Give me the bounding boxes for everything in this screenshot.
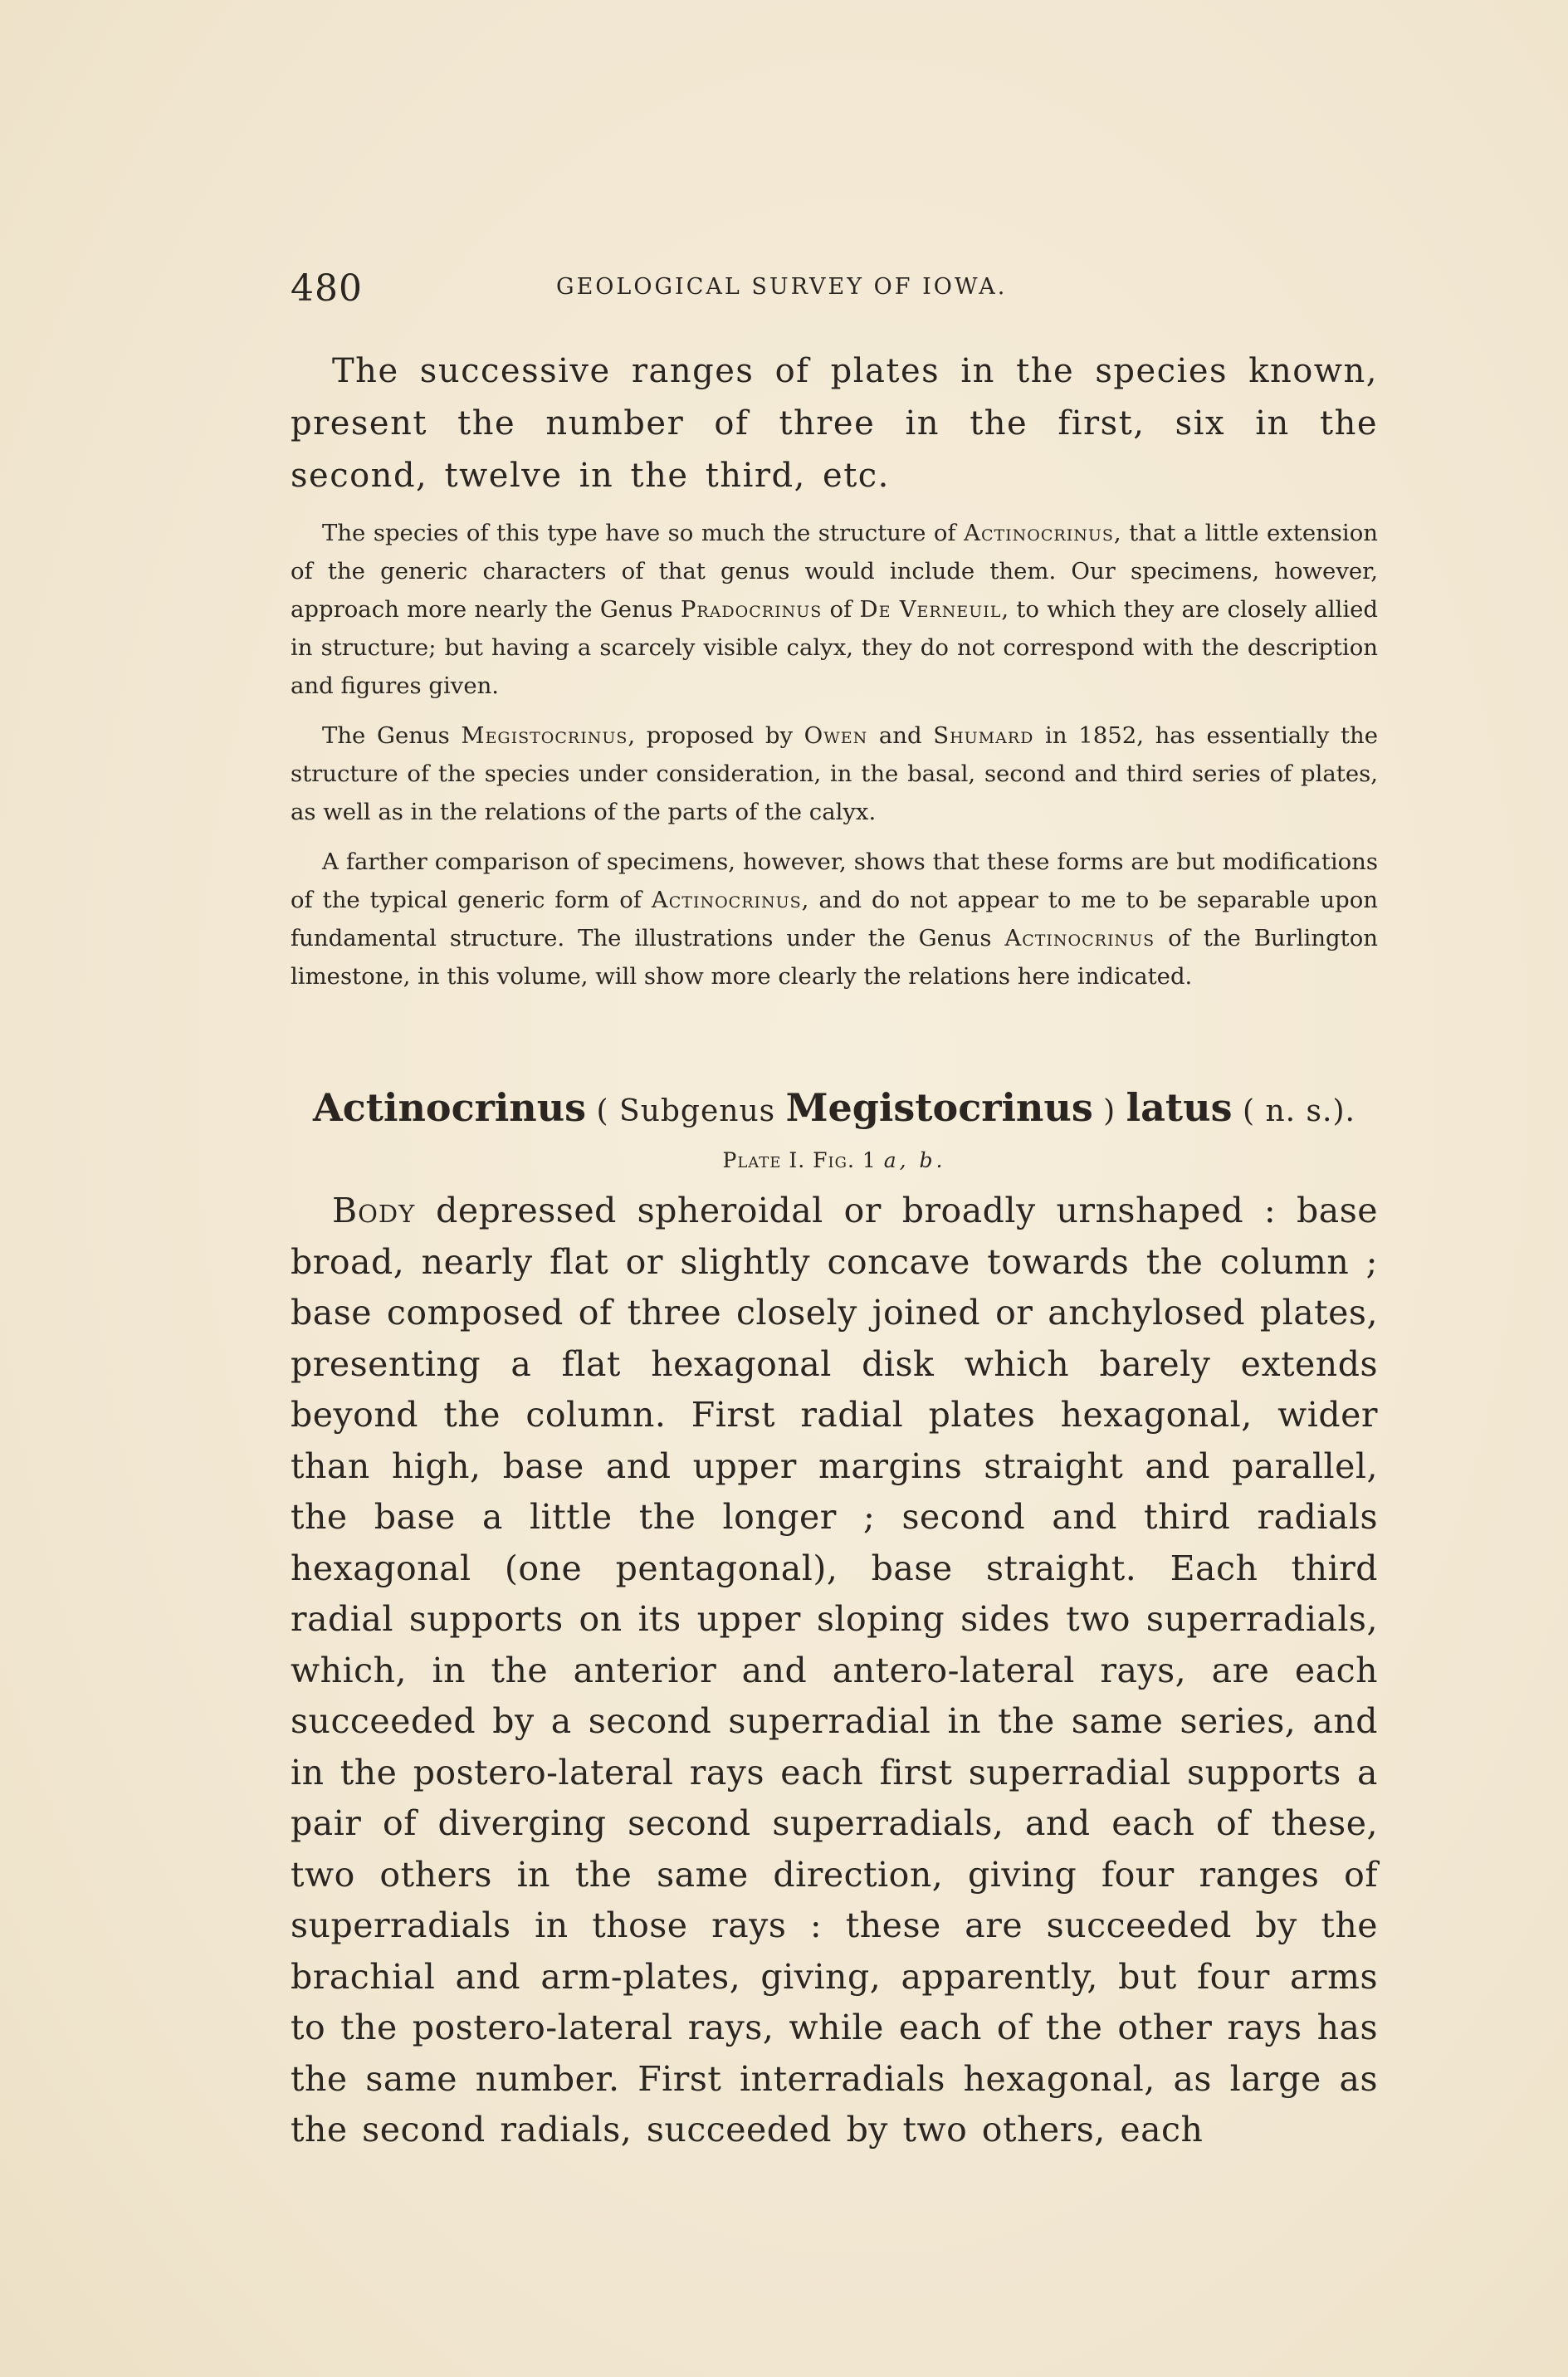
genus-name-actinocrinus: Actinocrinus (651, 887, 802, 913)
description-paragraph (291, 1186, 1378, 2156)
heading-subgenus: Megistocrinus (785, 1085, 1093, 1130)
species-heading (291, 1085, 1378, 1130)
note-2-text: and (867, 722, 934, 749)
genus-name-actinocrinus: Actinocrinus (1004, 925, 1155, 951)
genus-name-megistocrinus: Megistocrinus (461, 722, 628, 749)
heading-status: ( n. s.). (1232, 1094, 1356, 1128)
author-name-de-verneuil: De Verneuil (859, 596, 1002, 623)
description-text: depressed spheroidal or broadly urnshaped : base broad, nearly flat or slightly concave towards the column ; base composed of three closely joined or anchylosed plates, presenting a flat hexagonal disk which barely extends beyond the column. First radial plates hexagonal, wider than high, base and upper margins straight and parallel, the base a little the longer ; second and third radials hexagonal (one pentagonal), base straight. Each third radial supports on its upper sloping sides two superradials, which, in the anterior and antero-lateral rays, are each succeeded by a second superradial in the same series, and in the postero-lateral rays each first superradial supports a pair of diverging second superradials, and each of these, two others in the same direction, giving four ranges of superradials in those rays : these are succeeded by the brachial and arm-plates, giving, apparently, but four arms to the postero-lateral rays, while each of the other rays has the same number. First interradials hexagonal, as large as the second radials, succeeded by two others, each (291, 1191, 1378, 2150)
intro-paragraph: The successive ranges of plates in the species known, present the number of three in the first, six in the second, twelve in the third, etc. (291, 352, 1378, 495)
note-2-text: in 1852, has essentially the structure of the species under consideration, in the basal, second and third series of plates, as well as in the relations of the parts of the calyx. (291, 722, 1378, 825)
running-head (291, 249, 1378, 315)
note-2-text: , proposed by (628, 722, 804, 749)
note-1-text: The species of this type have so much the structure of (322, 520, 965, 546)
heading-subgenus-label: ( Subgenus (586, 1094, 786, 1128)
note-1-text: , that a little extension of the generic characters of that genus would include them. Our specimens, however, approach more nearly the Genus (291, 520, 1378, 623)
note-3-text: of the Burlington limestone, in this volume, will show more clearly the relations here indicated. (291, 925, 1378, 990)
note-paragraph-1 (291, 514, 1378, 705)
note-paragraph-3 (291, 843, 1378, 995)
heading-species: latus (1126, 1085, 1233, 1130)
note-2-text: The Genus (322, 722, 462, 749)
plate-figures: a, b. (883, 1148, 946, 1172)
page-number: 480 (291, 267, 363, 310)
author-name-owen: Owen (804, 722, 868, 749)
heading-genus: Actinocrinus (313, 1085, 587, 1130)
note-1-text: , to which they are closely allied in structure; but having a scarcely visible calyx, they do not correspond with the description and figures given. (291, 596, 1379, 699)
plate-reference (291, 1148, 1378, 1172)
note-3-text: , and do not appear to me to be separable upon fundamental structure. The illustrations under the Genus (291, 887, 1378, 951)
author-name-shumard: Shumard (933, 722, 1034, 749)
note-paragraph-2 (291, 717, 1378, 831)
note-1-text: of (822, 596, 860, 623)
genus-name-actinocrinus: Actinocrinus (964, 520, 1114, 546)
genus-name-pradocrinus: Pradocrinus (680, 596, 823, 623)
heading-paren-close: ) (1092, 1094, 1126, 1128)
page-content (291, 249, 1378, 2156)
description-lead-word: Body (332, 1191, 416, 1230)
plate-label: Plate I. Fig. 1 (722, 1148, 884, 1172)
note-3-text: A farther comparison of specimens, however, shows that these forms are but modifications of the typical generic form of (291, 849, 1378, 913)
running-title: GEOLOGICAL SURVEY OF IOWA. (556, 274, 1008, 300)
